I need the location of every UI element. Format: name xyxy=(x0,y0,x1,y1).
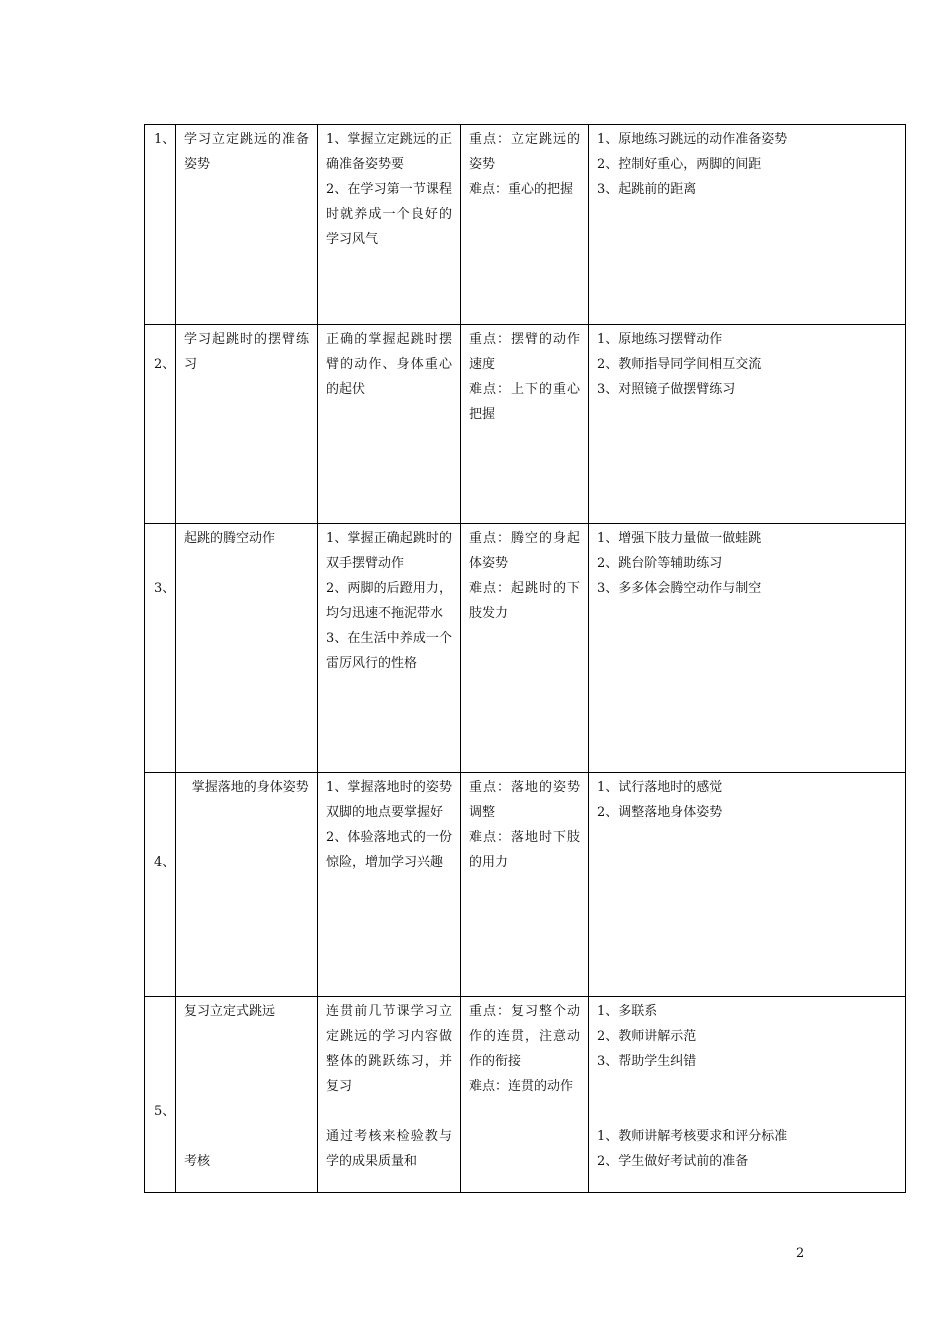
methods-cell xyxy=(589,773,906,997)
content-text: 掌握落地的身体姿势 xyxy=(191,780,309,795)
row-index-cell xyxy=(145,325,176,524)
row-index-cell xyxy=(145,524,176,773)
goal-text: 正确的掌握起跳时摆臂的动作、身体重心的起伏 xyxy=(326,332,452,397)
content-cell xyxy=(176,773,318,997)
row-index-cell xyxy=(145,997,176,1193)
method-text: 2、教师讲解示范 xyxy=(597,1029,697,1044)
keypoints-cell xyxy=(461,773,589,997)
methods-cell xyxy=(589,524,906,773)
method-text: 1、原地练习跳远的动作准备姿势 xyxy=(597,132,788,147)
keypoint-text: 重点：落地的姿势调整 xyxy=(469,780,580,820)
content-text: 考核 xyxy=(184,1154,211,1169)
method-text: 3、帮助学生纠错 xyxy=(597,1054,697,1069)
method-text: 2、教师指导同学间相互交流 xyxy=(597,357,762,372)
goal-text: 3、在生活中养成一个雷厉风行的性格 xyxy=(326,631,452,671)
lesson-plan-table xyxy=(144,124,906,1193)
row-index: 4、 xyxy=(154,855,176,870)
row-index: 5、 xyxy=(154,1104,176,1119)
keypoints-cell xyxy=(461,524,589,773)
content-cell xyxy=(176,125,318,325)
keypoint-text: 难点：落地时下肢的用力 xyxy=(469,830,580,870)
goal-text: 1、掌握立定跳远的正确准备姿势要 xyxy=(326,132,452,172)
method-text: 1、增强下肢力量做一做蛙跳 xyxy=(597,531,762,546)
goals-cell xyxy=(318,125,461,325)
table-row xyxy=(145,773,906,997)
row-index: 3、 xyxy=(154,581,176,596)
row-index-cell xyxy=(145,773,176,997)
content-cell xyxy=(176,325,318,524)
methods-cell xyxy=(589,125,906,325)
keypoint-text: 难点：上下的重心把握 xyxy=(469,382,580,422)
method-text: 3、起跳前的距离 xyxy=(597,182,697,197)
method-text: 1、试行落地时的感觉 xyxy=(597,780,723,795)
method-text: 3、多多体会腾空动作与制空 xyxy=(597,581,762,596)
keypoints-cell xyxy=(461,325,589,524)
goals-cell xyxy=(318,524,461,773)
content-text: 学习立定跳远的准备姿势 xyxy=(184,132,309,172)
method-text: 2、控制好重心，两脚的间距 xyxy=(597,157,762,172)
keypoints-cell xyxy=(461,125,589,325)
goal-text: 1、掌握正确起跳时的双手摆臂动作 xyxy=(326,531,452,571)
method-text: 1、多联系 xyxy=(597,1004,658,1019)
keypoint-text: 难点：重心的把握 xyxy=(469,182,574,197)
goal-text: 2、两脚的后蹬用力，均匀迅速不拖泥带水 xyxy=(326,581,452,621)
table-row xyxy=(145,524,906,773)
row-index: 1、 xyxy=(154,132,176,147)
goals-cell xyxy=(318,997,461,1193)
row-index-cell xyxy=(145,125,176,325)
keypoint-text: 重点：腾空的身起体姿势 xyxy=(469,531,580,571)
method-text: 1、原地练习摆臂动作 xyxy=(597,332,723,347)
keypoint-text: 难点：连贯的动作 xyxy=(469,1079,574,1094)
keypoint-text: 重点：立定跳远的姿势 xyxy=(469,132,580,172)
goal-text: 通过考核来检验教与学的成果质量和 xyxy=(326,1129,452,1169)
method-text: 2、学生做好考试前的准备 xyxy=(597,1154,749,1169)
content-cell xyxy=(176,524,318,773)
keypoint-text: 难点：起跳时的下肢发力 xyxy=(469,581,580,621)
content-text: 学习起跳时的摆臂练习 xyxy=(184,332,309,372)
page-number: 2 xyxy=(796,1246,805,1261)
content-text: 起跳的腾空动作 xyxy=(184,531,276,546)
content-text: 复习立定式跳远 xyxy=(184,1004,276,1019)
goals-cell xyxy=(318,773,461,997)
method-text: 3、对照镜子做摆臂练习 xyxy=(597,382,736,397)
keypoint-text: 重点：摆臂的动作速度 xyxy=(469,332,580,372)
method-text: 1、教师讲解考核要求和评分标准 xyxy=(597,1129,788,1144)
keypoints-cell xyxy=(461,997,589,1193)
methods-cell xyxy=(589,325,906,524)
goal-text: 2、体验落地式的一份惊险，增加学习兴趣 xyxy=(326,830,452,870)
keypoint-text: 重点：复习整个动作的连贯，注意动作的衔接 xyxy=(469,1004,580,1069)
goal-text: 连贯前几节课学习立定跳远的学习内容做整体的跳跃练习，并复习 xyxy=(326,1004,452,1094)
table-row xyxy=(145,325,906,524)
methods-cell xyxy=(589,997,906,1193)
row-index: 2、 xyxy=(154,357,176,372)
table-row xyxy=(145,997,906,1193)
method-text: 2、调整落地身体姿势 xyxy=(597,805,723,820)
goals-cell xyxy=(318,325,461,524)
method-text: 2、跳台阶等辅助练习 xyxy=(597,556,723,571)
table-row xyxy=(145,125,906,325)
goal-text: 2、在学习第一节课程时就养成一个良好的学习风气 xyxy=(326,182,452,247)
content-cell xyxy=(176,997,318,1193)
goal-text: 1、掌握落地时的姿势双脚的地点要掌握好 xyxy=(326,780,452,820)
